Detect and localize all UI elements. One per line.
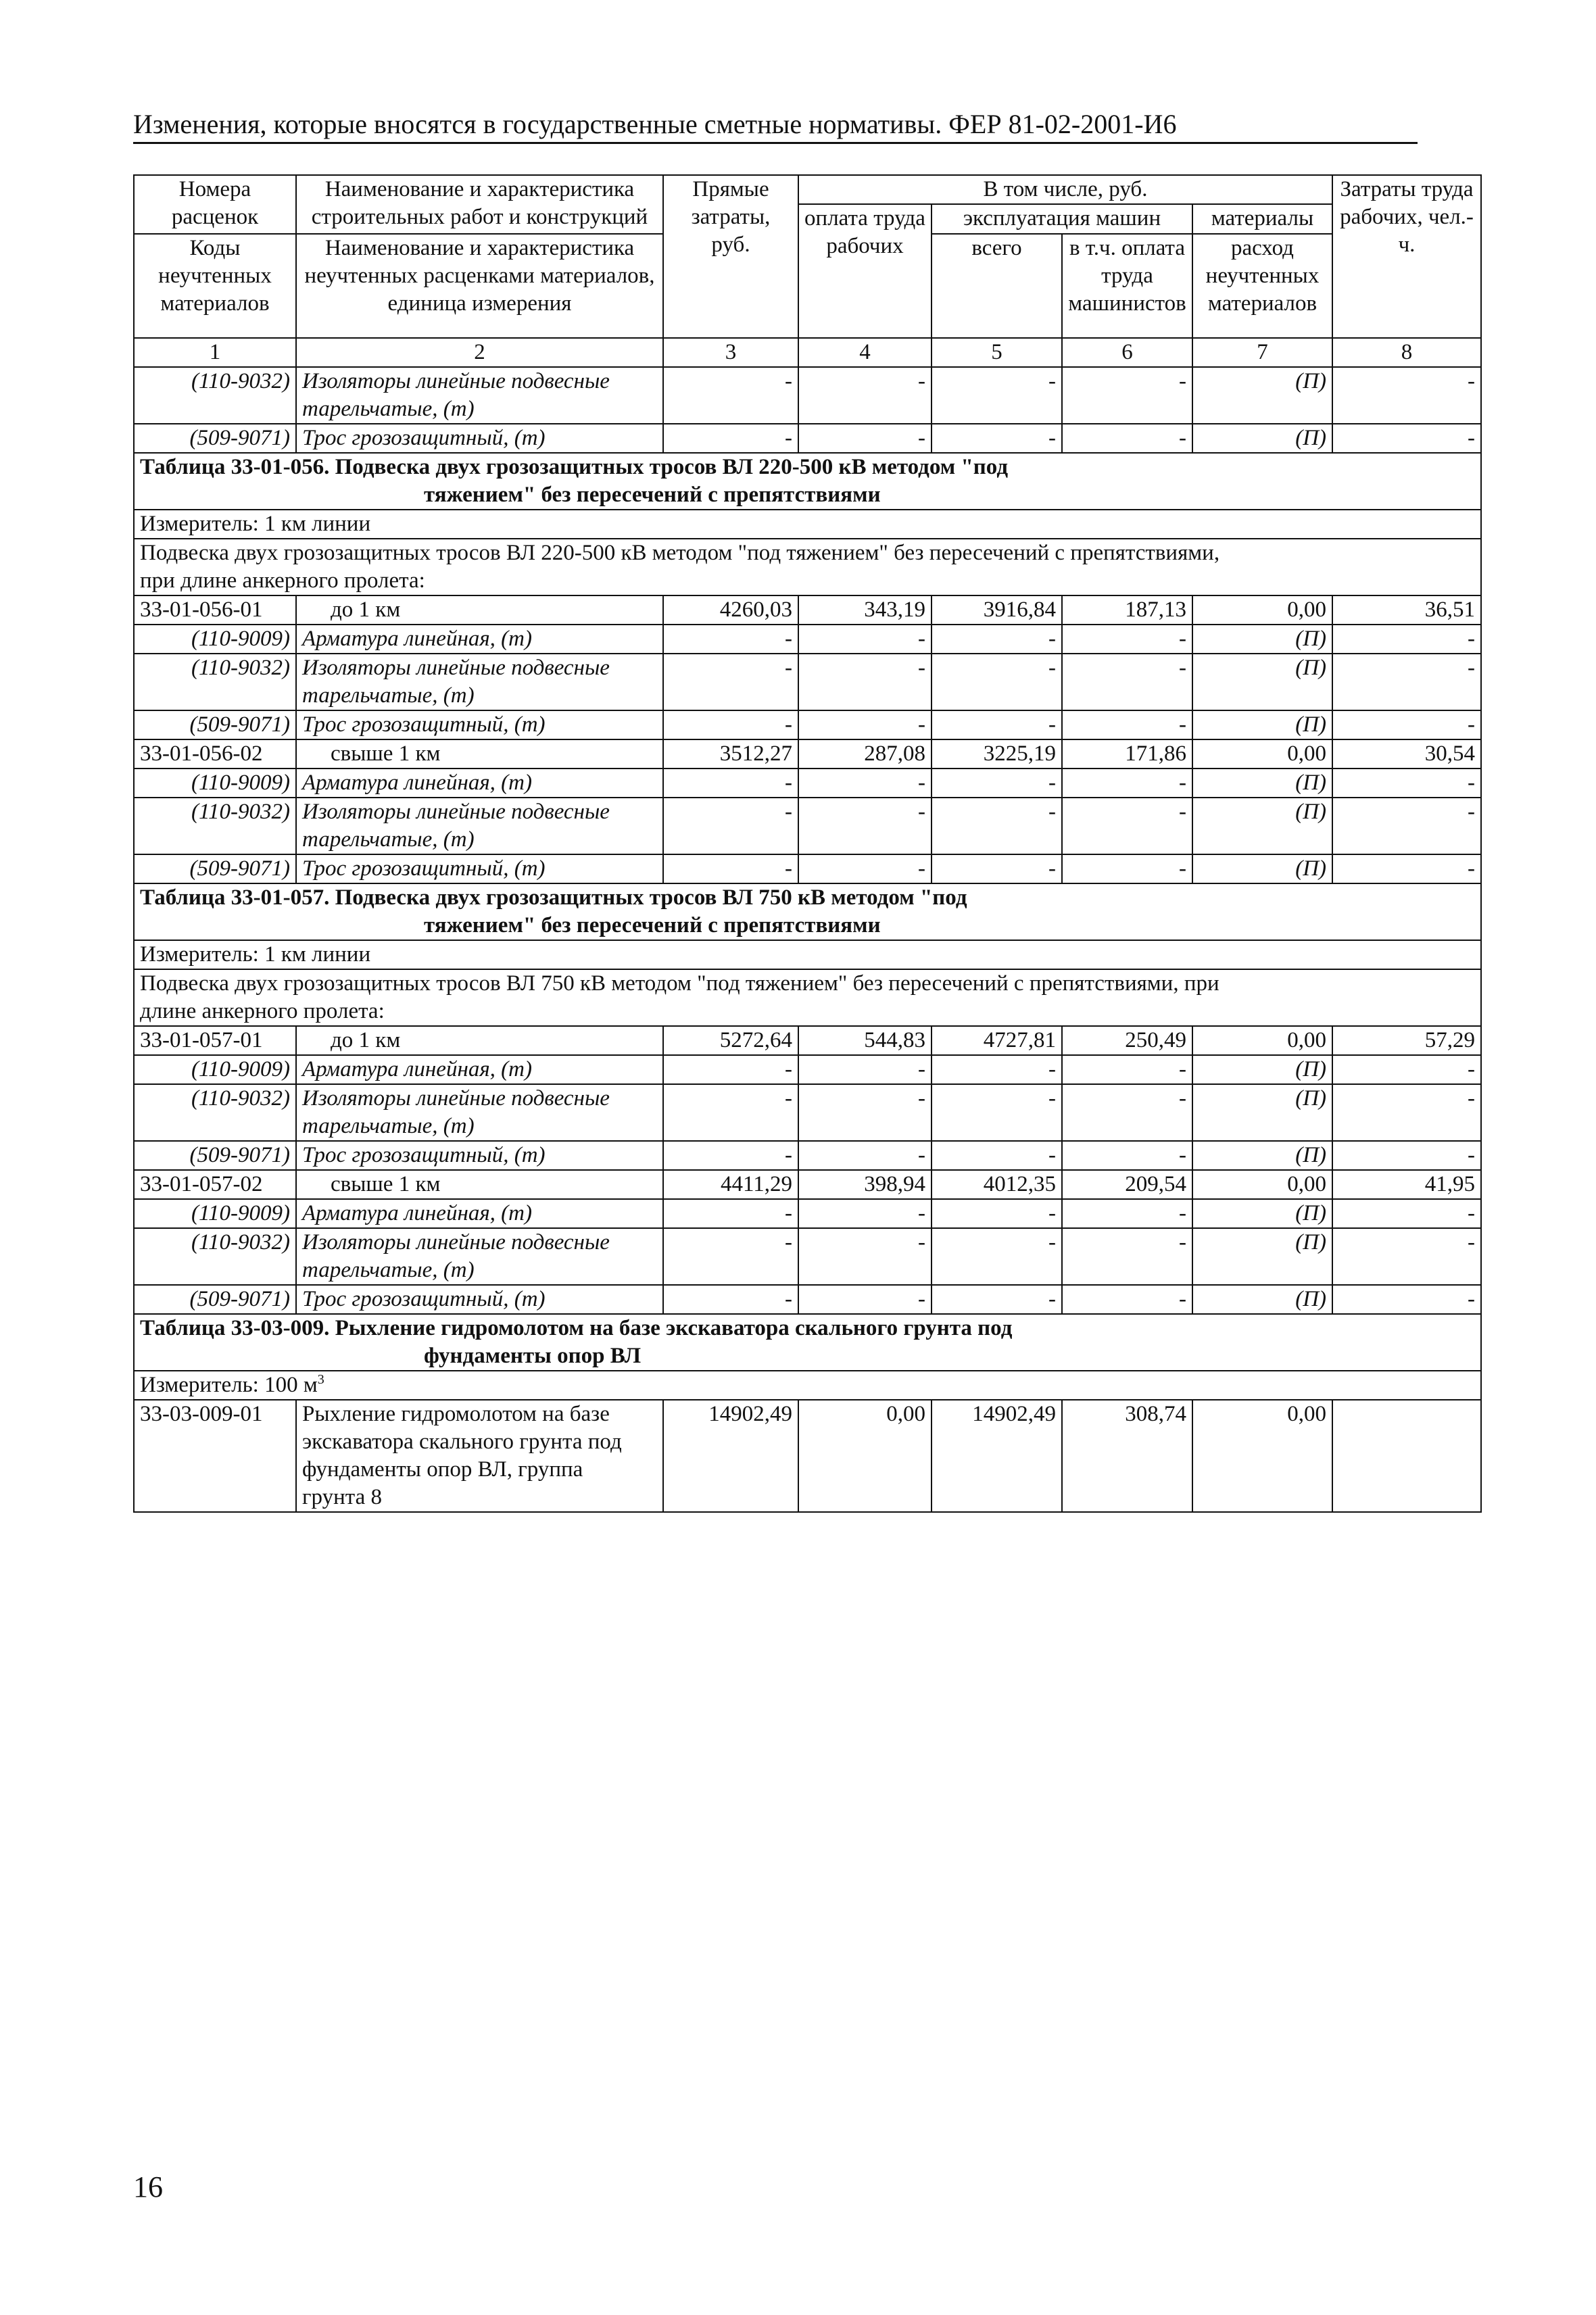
- col-index: 4: [798, 338, 932, 367]
- value-cell: -: [1062, 1084, 1192, 1141]
- value-cell: (П): [1192, 1084, 1332, 1141]
- value-cell: (П): [1192, 1285, 1332, 1314]
- table-row: [134, 1055, 1481, 1084]
- value-cell: 250,49: [1062, 1026, 1192, 1055]
- material-name: Изоляторы линейные подвесные: [302, 369, 610, 393]
- value-cell: -: [663, 854, 798, 883]
- value-cell: -: [1332, 424, 1481, 453]
- material-code: (110-9009): [134, 1199, 296, 1228]
- table-row: [134, 1199, 1481, 1228]
- value-cell: 3916,84: [932, 595, 1062, 625]
- value-cell: -: [932, 424, 1062, 453]
- measure-unit-text: Измеритель: 100 м: [140, 1373, 318, 1397]
- value-cell: 14902,49: [663, 1400, 798, 1512]
- table-title: Таблица 33-01-057. Подвеска двух грозозащитных тросов ВЛ 750 кВ методом "под: [140, 885, 967, 910]
- table-title: фундаменты опор ВЛ: [424, 1344, 642, 1368]
- material-name: Изоляторы линейные подвесные: [302, 656, 610, 680]
- col-index: 2: [296, 338, 663, 367]
- material-code: (110-9032): [134, 1084, 296, 1141]
- value-cell: -: [798, 654, 932, 710]
- table-row: [134, 739, 1481, 769]
- value-cell: -: [663, 769, 798, 798]
- material-name: тарельчатые, (т): [302, 827, 475, 852]
- value-cell: -: [1062, 654, 1192, 710]
- value-cell: -: [663, 1228, 798, 1285]
- measure-unit-exponent: 3: [317, 1372, 324, 1387]
- value-cell: (П): [1192, 625, 1332, 654]
- value-cell: -: [663, 710, 798, 739]
- value-cell: -: [663, 625, 798, 654]
- rate-name: до 1 км: [296, 595, 663, 625]
- value-cell: -: [798, 1199, 932, 1228]
- value-cell: -: [1062, 1228, 1192, 1285]
- value-cell: 343,19: [798, 595, 932, 625]
- value-cell: 544,83: [798, 1026, 932, 1055]
- value-cell: -: [1332, 654, 1481, 710]
- head-name-bottom: Наименование и характеристика неучтенных расценками материалов, единица измерения: [296, 234, 663, 338]
- material-name: Трос грозозащитный, (т): [296, 1141, 663, 1170]
- value-cell: 308,74: [1062, 1400, 1192, 1512]
- value-cell: -: [932, 1285, 1062, 1314]
- value-cell: (П): [1192, 1199, 1332, 1228]
- head-materials: материалы: [1192, 204, 1332, 234]
- value-cell: (П): [1192, 710, 1332, 739]
- value-cell: 5272,64: [663, 1026, 798, 1055]
- table-title-009: [134, 1314, 1481, 1371]
- value-cell: 171,86: [1062, 739, 1192, 769]
- value-cell: -: [1332, 1285, 1481, 1314]
- value-cell: 287,08: [798, 739, 932, 769]
- value-cell: -: [1062, 1141, 1192, 1170]
- value-cell: 0,00: [1192, 1400, 1332, 1512]
- table-row: [134, 769, 1481, 798]
- table-row: [134, 1026, 1481, 1055]
- value-cell: -: [932, 798, 1062, 854]
- head-name-top: Наименование и характеристика строительных работ и конструкций: [296, 175, 663, 234]
- value-cell: -: [663, 1199, 798, 1228]
- table-row: [134, 1400, 1481, 1512]
- material-name: Арматура линейная, (т): [296, 769, 663, 798]
- col-index: 7: [1192, 338, 1332, 367]
- rate-name: Рыхление гидромолотом на базе: [302, 1402, 610, 1426]
- estimate-table: [133, 174, 1482, 1513]
- value-cell: -: [663, 654, 798, 710]
- value-cell: (П): [1192, 769, 1332, 798]
- value-cell: -: [1062, 854, 1192, 883]
- material-name: Изоляторы линейные подвесные: [302, 1086, 610, 1111]
- material-code: (110-9032): [134, 1228, 296, 1285]
- material-name: Арматура линейная, (т): [296, 1055, 663, 1084]
- value-cell: -: [1332, 1228, 1481, 1285]
- value-cell: -: [798, 1228, 932, 1285]
- material-name: Изоляторы линейные подвесные: [302, 800, 610, 824]
- value-cell: -: [798, 1084, 932, 1141]
- rate-code: 33-03-009-01: [134, 1400, 296, 1512]
- value-cell: -: [1332, 1199, 1481, 1228]
- value-cell: -: [798, 625, 932, 654]
- value-cell: 4260,03: [663, 595, 798, 625]
- table-row: [134, 1170, 1481, 1199]
- value-cell: -: [798, 710, 932, 739]
- value-cell: -: [798, 769, 932, 798]
- head-direct-costs: Прямые затраты, руб.: [663, 175, 798, 338]
- value-cell: -: [663, 424, 798, 453]
- value-cell: 4411,29: [663, 1170, 798, 1199]
- value-cell: -: [932, 367, 1062, 424]
- value-cell: 0,00: [1192, 1170, 1332, 1199]
- value-cell: -: [1062, 424, 1192, 453]
- head-machines-labor: в т.ч. оплата труда машинистов: [1062, 234, 1192, 338]
- value-cell: -: [663, 1084, 798, 1141]
- table-row: [134, 1228, 1481, 1285]
- rate-code: 33-01-057-01: [134, 1026, 296, 1055]
- table-title: тяжением" без пересечений с препятствиями: [424, 483, 881, 507]
- value-cell: -: [1332, 769, 1481, 798]
- material-code: (110-9032): [134, 367, 296, 424]
- value-cell: 30,54: [1332, 739, 1481, 769]
- table-title: Таблица 33-03-009. Рыхление гидромолотом на базе экскаватора скального грунта под: [140, 1316, 1013, 1340]
- table-row: [134, 798, 1481, 854]
- value-cell: -: [663, 1141, 798, 1170]
- col-index: 3: [663, 338, 798, 367]
- value-cell: -: [932, 1055, 1062, 1084]
- measure-unit: Измеритель: 1 км линии: [134, 940, 1481, 969]
- value-cell: -: [1062, 710, 1192, 739]
- value-cell: -: [1062, 625, 1192, 654]
- material-name: тарельчатые, (т): [302, 1114, 475, 1138]
- measure-unit: [134, 1371, 1481, 1400]
- value-cell: -: [1332, 798, 1481, 854]
- material-code: (110-9009): [134, 1055, 296, 1084]
- material-name: Трос грозозащитный, (т): [296, 424, 663, 453]
- value-cell: (П): [1192, 798, 1332, 854]
- group-description: Подвеска двух грозозащитных тросов ВЛ 220-500 кВ методом "под тяжением" без пересечений с препятствиями,: [140, 541, 1220, 565]
- value-cell: -: [1332, 1084, 1481, 1141]
- value-cell: -: [1062, 367, 1192, 424]
- group-description: Подвеска двух грозозащитных тросов ВЛ 750 кВ методом "под тяжением" без пересечений с препятствиями, при: [140, 971, 1219, 996]
- rate-name: свыше 1 км: [296, 1170, 663, 1199]
- table-row: [134, 1285, 1481, 1314]
- col-index: 5: [932, 338, 1062, 367]
- value-cell: -: [798, 367, 932, 424]
- value-cell: 4727,81: [932, 1026, 1062, 1055]
- material-code: (509-9071): [134, 710, 296, 739]
- head-codes-bottom: Коды неучтенных материалов: [134, 234, 296, 338]
- value-cell: (П): [1192, 1141, 1332, 1170]
- head-in-total: В том числе, руб.: [798, 175, 1332, 204]
- table-title-057: [134, 883, 1481, 940]
- value-cell: -: [932, 1199, 1062, 1228]
- value-cell: -: [663, 1285, 798, 1314]
- value-cell: -: [932, 1084, 1062, 1141]
- table-row: [134, 1084, 1481, 1141]
- table-row: [134, 367, 1481, 424]
- table-title-056: [134, 453, 1481, 510]
- value-cell: -: [1332, 367, 1481, 424]
- value-cell: [1332, 1400, 1481, 1512]
- value-cell: 36,51: [1332, 595, 1481, 625]
- material-code: (509-9071): [134, 854, 296, 883]
- material-code: (509-9071): [134, 1285, 296, 1314]
- value-cell: -: [663, 798, 798, 854]
- value-cell: 4012,35: [932, 1170, 1062, 1199]
- value-cell: -: [1332, 854, 1481, 883]
- page-number: 16: [133, 2170, 163, 2203]
- head-labor-cost: Затраты труда рабочих, чел.-ч.: [1332, 175, 1481, 338]
- head-labor: оплата труда рабочих: [798, 204, 932, 338]
- rate-code: 33-01-056-01: [134, 595, 296, 625]
- value-cell: 0,00: [1192, 739, 1332, 769]
- table-title: Таблица 33-01-056. Подвеска двух грозозащитных тросов ВЛ 220-500 кВ методом "под: [140, 455, 1009, 479]
- value-cell: -: [798, 1055, 932, 1084]
- value-cell: -: [1332, 625, 1481, 654]
- material-code: (110-9009): [134, 625, 296, 654]
- table-row: [134, 654, 1481, 710]
- value-cell: -: [932, 1228, 1062, 1285]
- material-code: (110-9032): [134, 654, 296, 710]
- value-cell: 14902,49: [932, 1400, 1062, 1512]
- material-name: Трос грозозащитный, (т): [296, 710, 663, 739]
- value-cell: (П): [1192, 424, 1332, 453]
- material-name: тарельчатые, (т): [302, 683, 475, 708]
- col-index: 8: [1332, 338, 1481, 367]
- value-cell: -: [1332, 710, 1481, 739]
- rate-name: грунта 8: [302, 1485, 382, 1509]
- value-cell: -: [1062, 798, 1192, 854]
- value-cell: -: [798, 798, 932, 854]
- value-cell: (П): [1192, 1055, 1332, 1084]
- head-codes-top: Номера расценок: [134, 175, 296, 234]
- material-name: Трос грозозащитный, (т): [296, 1285, 663, 1314]
- value-cell: -: [932, 1141, 1062, 1170]
- rate-code: 33-01-057-02: [134, 1170, 296, 1199]
- value-cell: -: [798, 854, 932, 883]
- material-code: (110-9009): [134, 769, 296, 798]
- rate-name: экскаватора скального грунта под: [302, 1430, 622, 1454]
- table-row: [134, 854, 1481, 883]
- material-name: тарельчатые, (т): [302, 1258, 475, 1282]
- material-code: (509-9071): [134, 424, 296, 453]
- value-cell: -: [1332, 1055, 1481, 1084]
- table-row: [134, 424, 1481, 453]
- value-cell: (П): [1192, 854, 1332, 883]
- material-name: Арматура линейная, (т): [296, 625, 663, 654]
- value-cell: -: [1332, 1141, 1481, 1170]
- value-cell: -: [932, 625, 1062, 654]
- material-code: (110-9032): [134, 798, 296, 854]
- value-cell: -: [1062, 1285, 1192, 1314]
- material-name: Изоляторы линейные подвесные: [302, 1230, 610, 1254]
- measure-unit: Измеритель: 1 км линии: [134, 510, 1481, 539]
- value-cell: 0,00: [798, 1400, 932, 1512]
- group-description: при длине анкерного пролета:: [140, 568, 425, 593]
- material-name: Трос грозозащитный, (т): [296, 854, 663, 883]
- value-cell: -: [1062, 769, 1192, 798]
- material-name: тарельчатые, (т): [302, 397, 475, 421]
- value-cell: -: [663, 1055, 798, 1084]
- document-header: Изменения, которые вносятся в государственные сметные нормативы. ФЕР 81-02-2001-И6: [133, 107, 1418, 144]
- table-title: тяжением" без пересечений с препятствиями: [424, 913, 881, 937]
- col-index: 6: [1062, 338, 1192, 367]
- value-cell: -: [932, 769, 1062, 798]
- value-cell: (П): [1192, 654, 1332, 710]
- value-cell: -: [798, 1141, 932, 1170]
- value-cell: 3225,19: [932, 739, 1062, 769]
- value-cell: (П): [1192, 1228, 1332, 1285]
- head-machines-total: всего: [932, 234, 1062, 338]
- value-cell: -: [932, 710, 1062, 739]
- head-machines: эксплуатация машин: [932, 204, 1192, 234]
- value-cell: 187,13: [1062, 595, 1192, 625]
- rate-name: фундаменты опор ВЛ, группа: [302, 1457, 583, 1482]
- value-cell: 209,54: [1062, 1170, 1192, 1199]
- value-cell: 398,94: [798, 1170, 932, 1199]
- value-cell: 3512,27: [663, 739, 798, 769]
- table-row: [134, 595, 1481, 625]
- rate-code: 33-01-056-02: [134, 739, 296, 769]
- value-cell: 57,29: [1332, 1026, 1481, 1055]
- material-name: Арматура линейная, (т): [296, 1199, 663, 1228]
- value-cell: -: [932, 854, 1062, 883]
- table-row: [134, 1141, 1481, 1170]
- value-cell: -: [798, 424, 932, 453]
- col-index: 1: [134, 338, 296, 367]
- value-cell: 0,00: [1192, 595, 1332, 625]
- value-cell: -: [1062, 1055, 1192, 1084]
- value-cell: 41,95: [1332, 1170, 1481, 1199]
- table-row: [134, 710, 1481, 739]
- table-row: [134, 625, 1481, 654]
- value-cell: (П): [1192, 367, 1332, 424]
- value-cell: -: [1062, 1199, 1192, 1228]
- value-cell: -: [663, 367, 798, 424]
- head-materials-use: расход неучтенных материалов: [1192, 234, 1332, 338]
- value-cell: 0,00: [1192, 1026, 1332, 1055]
- value-cell: -: [932, 654, 1062, 710]
- value-cell: -: [798, 1285, 932, 1314]
- material-code: (509-9071): [134, 1141, 296, 1170]
- rate-name: до 1 км: [296, 1026, 663, 1055]
- rate-name: свыше 1 км: [296, 739, 663, 769]
- group-description: длине анкерного пролета:: [140, 999, 385, 1023]
